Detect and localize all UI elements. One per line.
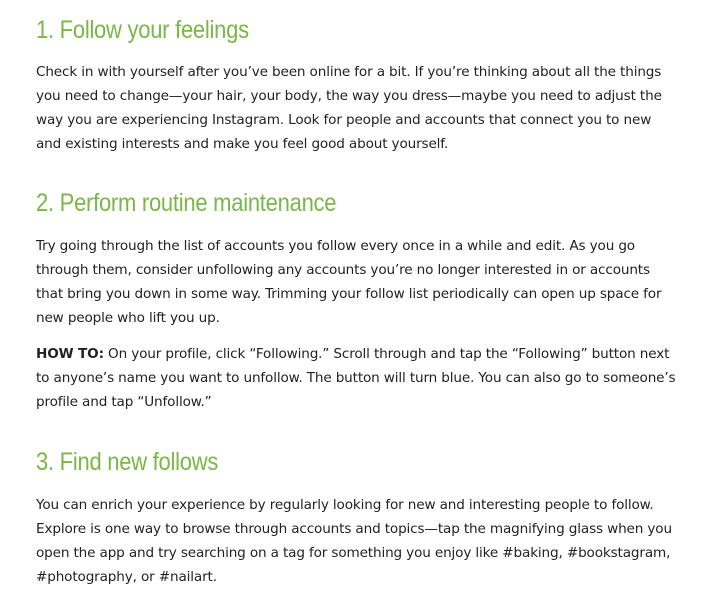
howto-label: HOW TO: bbox=[36, 346, 104, 362]
section-heading: 1. Follow your feelings bbox=[36, 16, 249, 44]
howto-paragraph bbox=[36, 342, 676, 414]
section-paragraph: Check in with yourself after you’ve been online for a bit. If you’re thinking about all the things you need to change—your hair, your body, the way you dress—maybe you need to adjust the way you are experiencing Instagram. Look for people and accounts that connect you to new and existing interests and make you feel good about yourself. bbox=[36, 64, 662, 152]
section-find-new-follows bbox=[36, 447, 676, 589]
section-heading: 3. Find new follows bbox=[36, 448, 219, 476]
section-paragraph: Try going through the list of accounts you follow every once in a while and edit. As you go through them, consider unfollowing any accounts you’re no longer interested in or accounts that bring you down in some way. Trimming your follow list periodically can open up space for new people who lift you up. bbox=[36, 238, 662, 326]
section-paragraph: You can enrich your experience by regularly looking for new and interesting people to follow. Explore is one way to browse through accounts and topics—tap the magnifying glass when you open the app and try searching on a tag for something you enjoy like #baking, #bookstagram, #photography, or #nailart. bbox=[36, 497, 672, 585]
section-follow-your-feelings bbox=[36, 15, 676, 156]
section-heading: 2. Perform routine maintenance bbox=[36, 189, 337, 217]
howto-text: On your profile, click “Following.” Scroll through and tap the “Following” button next to anyone’s name you want to unfollow. The button will turn blue. You can also go to someone’s profile and tap “Unfollow.” bbox=[36, 346, 676, 410]
section-perform-routine-maintenance bbox=[36, 188, 676, 414]
